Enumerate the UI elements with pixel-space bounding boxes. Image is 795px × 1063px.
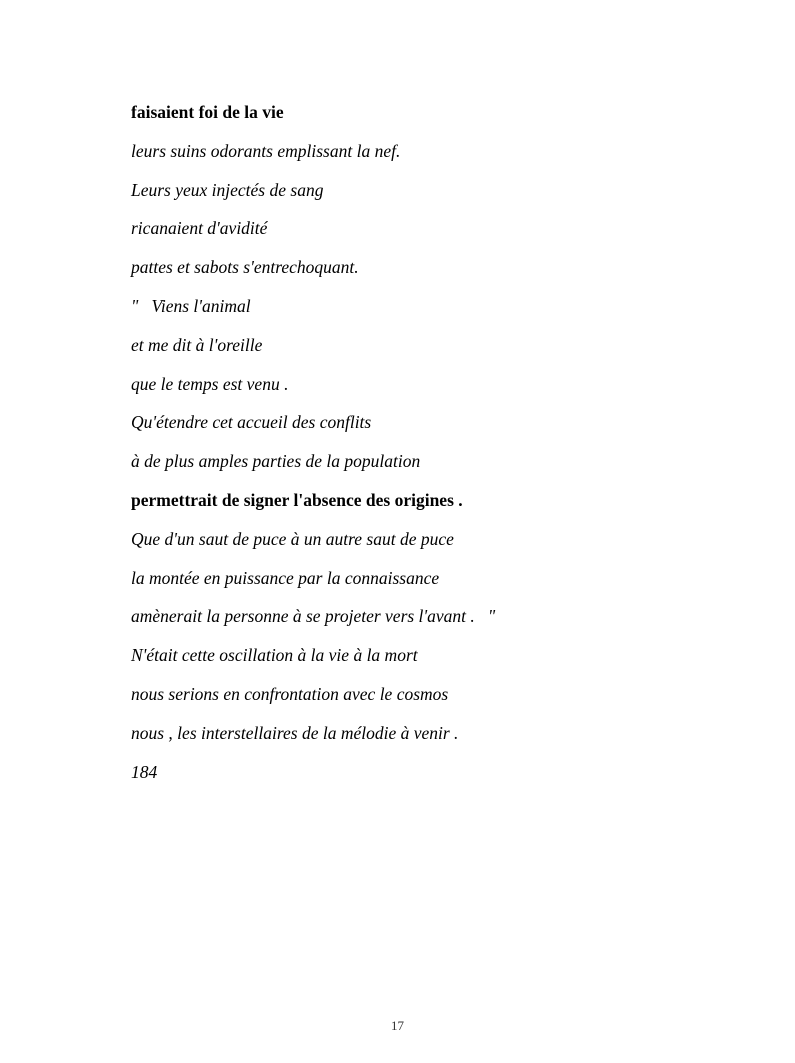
poem-line: nous , les interstellaires de la mélodie à venir . <box>131 722 459 743</box>
poem-line: " Viens l'animal <box>131 295 251 316</box>
poem-line: ricanaient d'avidité <box>131 218 268 239</box>
poem-line: la montée en puissance par la connaissance <box>131 567 440 588</box>
poem-line: à de plus amples parties de la population <box>131 451 421 472</box>
poem-line: nous serions en confrontation avec le cosmos <box>131 683 449 704</box>
poem-line: Qu'étendre cet accueil des conflits <box>131 412 372 433</box>
poem-line: amènerait la personne à se projeter vers l'avant . " <box>131 606 496 627</box>
poem-line: et me dit à l'oreille <box>131 334 263 355</box>
poem-line: permettrait de signer l'absence des origines . <box>131 489 463 510</box>
poem-line: Leurs yeux injectés de sang <box>131 179 324 200</box>
poem-line: que le temps est venu . <box>131 373 289 394</box>
poem-line: pattes et sabots s'entrechoquant. <box>131 257 359 278</box>
poem-line: leurs suins odorants emplissant la nef. <box>131 140 401 161</box>
poem-body <box>131 100 495 798</box>
poem-number: 184 <box>131 761 158 782</box>
poem-line: N'était cette oscillation à la vie à la mort <box>131 645 418 666</box>
page-number: 17 <box>391 1018 404 1033</box>
poem-line: Que d'un saut de puce à un autre saut de puce <box>131 528 454 549</box>
poem-line: faisaient foi de la vie <box>131 102 284 122</box>
